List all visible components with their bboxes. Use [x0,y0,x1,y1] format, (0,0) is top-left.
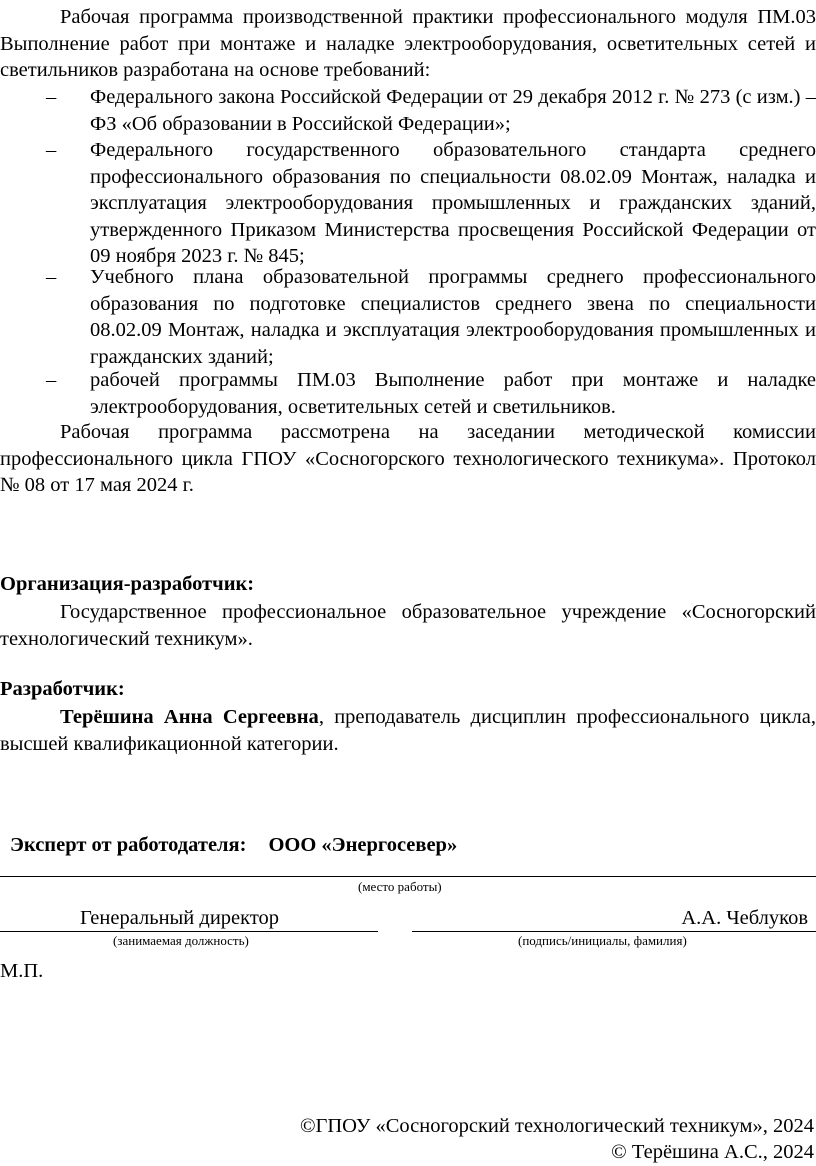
workplace-underline [0,876,816,877]
requirement-text: Учебного плана образовательной программы среднего профессионального образования по подготовке специалистов среднего звена по специальности 08.02.09 Монтаж, наладка и эксплуатация электрооборудования промышленных и гражданских зданий; [90,266,816,368]
signature-underline [412,931,816,932]
intro-paragraph: Рабочая программа производственной практики профессионального модуля ПМ.03 Выполнение работ при монтаже и наладке электрооборудования, осветительных сетей и светильников разработана на основе требований: [0,6,816,81]
requirement-text: Федерального закона Российской Федерации от 29 декабря 2012 г. № 273 (с изм.) – ФЗ «Об образовании в Российской Федерации»; [90,86,816,135]
expert-heading: Эксперт от работодателя: [10,834,247,856]
footer-copyright-org: ©ГПОУ «Сосногорский технологический техникум», 2024 [299,1115,814,1137]
requirement-item [46,367,816,420]
stamp-label: М.П. [0,960,44,982]
expert-organization: ООО «Энергосевер» [268,834,458,856]
requirement-text: рабочей программы ПМ.03 Выполнение работ при монтаже и наладке электрооборудования, осветительных сетей и светильников. [90,369,816,418]
footer-copyright-author: © Терёшина А.С., 2024 [611,1141,814,1163]
developer-heading: Разработчик: [0,678,125,700]
requirement-item [46,84,816,137]
organization-text: Государственное профессиональное образовательное учреждение «Сосногорский технологический техникум». [0,601,816,650]
developer-description: , преподаватель дисциплин профессионального цикла, высшей квалификационной категории. [0,706,816,755]
review-paragraph: Рабочая программа рассмотрена на заседании методической комиссии профессионального цикла ГПОУ «Сосногорского технологического техникума». Протокол № 08 от 17 мая 2024 г. [0,421,816,496]
signature-name: А.А. Чеблуков [681,907,808,929]
expert-line [10,832,457,859]
organization-heading: Организация-разработчик: [0,573,255,595]
signature-caption: (подпись/инициалы, фамилия) [518,933,687,948]
dash-marker: – [46,86,57,108]
requirement-item [46,137,816,270]
position-value: Генеральный директор [80,907,280,929]
position-underline [0,931,378,932]
position-caption: (занимаемая должность) [113,933,249,948]
dash-marker: – [46,266,57,288]
dash-marker: – [46,139,57,161]
requirement-item [46,264,816,370]
developer-name: Терёшина Анна Сергеевна [60,706,319,728]
dash-marker: – [46,369,57,391]
requirement-text: Федерального государственного образовательного стандарта среднего профессионального образования по специальности 08.02.09 Монтаж, наладка и эксплуатация электрооборудования промышленных и гражданских зданий, утвержденного Приказом Министерства просвещения Российской Федерации от 09 ноября 2023 г. № 845; [90,139,816,267]
developer-text [0,704,816,757]
workplace-caption: (место работы) [358,879,442,894]
